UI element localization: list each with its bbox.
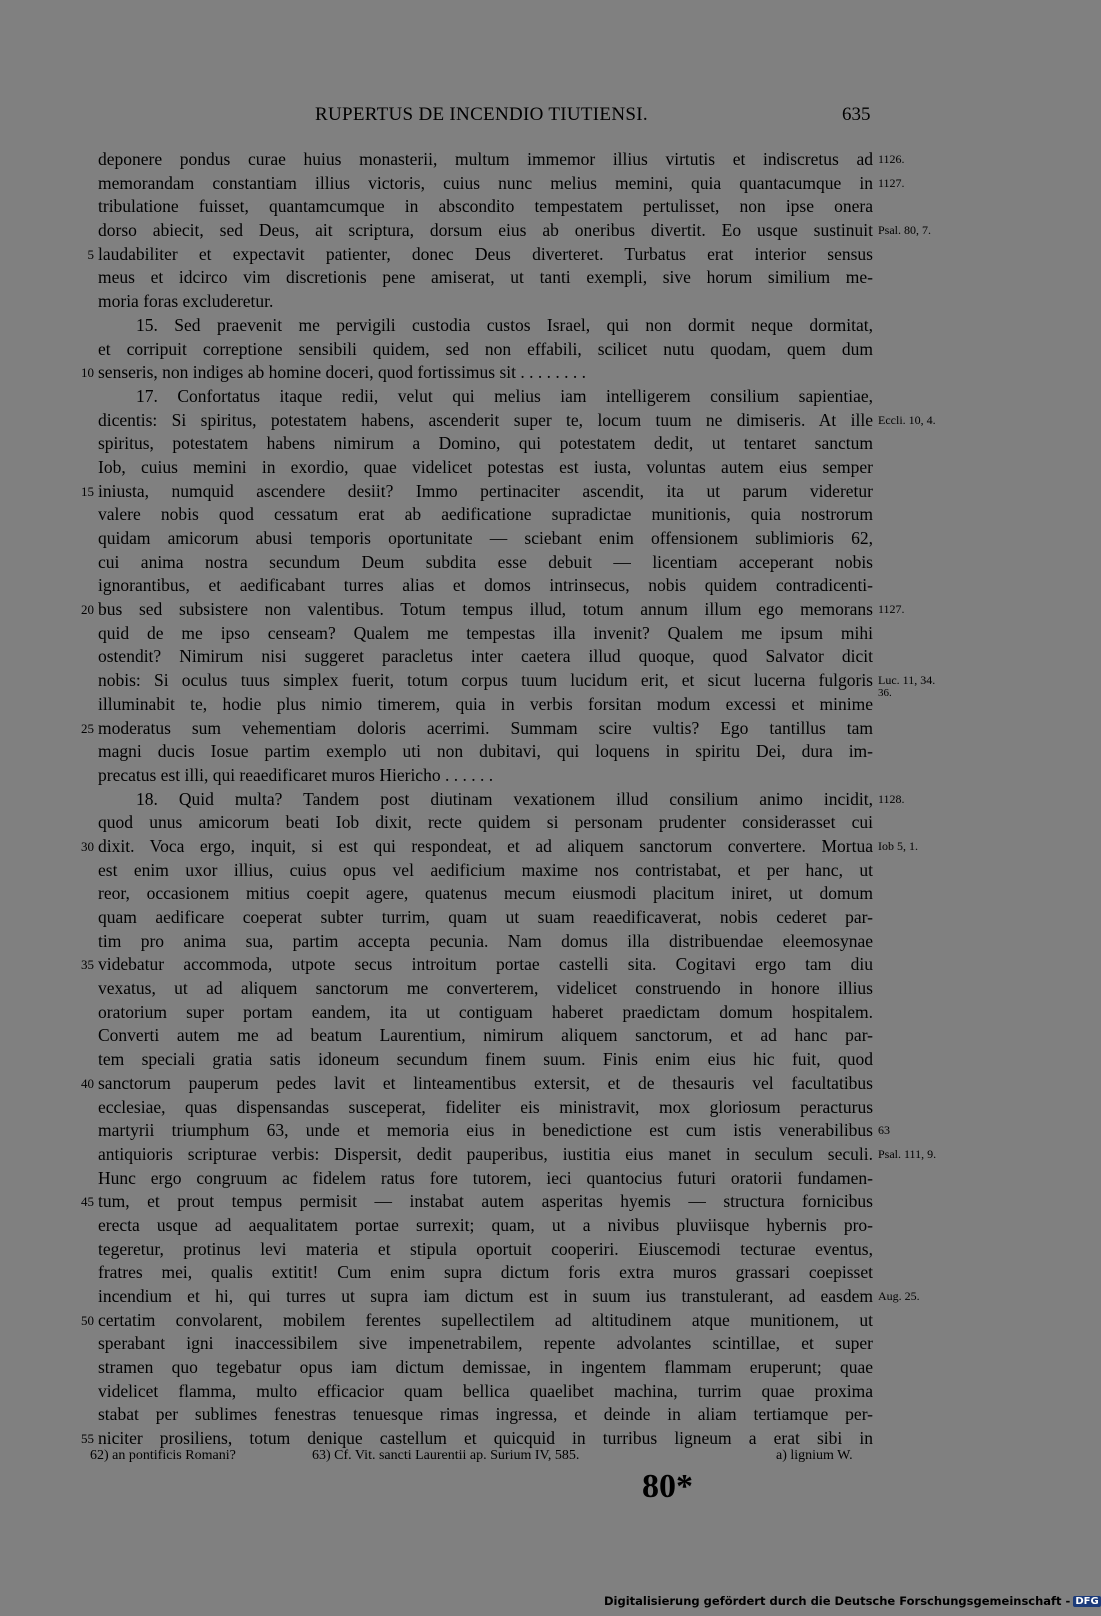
- text-line: [0, 1001, 1000, 1025]
- text-line: [0, 1143, 1000, 1167]
- footnote-62: 62) an pontificis Romani?: [90, 1448, 236, 1463]
- line-text: cui anima nostra secundum Deum subdita esse debuit — licentiam acceperant nobis: [98, 551, 873, 572]
- line-text: quam aedificare coeperat subter turrim, quam ut suam reaedificaverat, nobis cederet par-: [98, 907, 873, 927]
- line-text: quod unus amicorum beati Iob dixit, recte quidem si personam prudenter considerasset cui: [98, 812, 873, 833]
- line-text: ecclesiae, quas dispensandas susceperat, fideliter eis ministravit, mox gloriosum peracturus: [98, 1096, 873, 1117]
- line-text: stabat per sublimes fenestras tenuesque rimas ingressa, et deinde in aliam tertiamque per-: [98, 1404, 873, 1425]
- line-text: ostendit? Nimirum nisi suggeret paracletus inter caetera illud quoque, quod Salvator dicit: [98, 646, 873, 667]
- line-text: stramen quo tegebatur opus iam dictum demissae, in ingentem flammam eruperunt; quae: [98, 1357, 873, 1378]
- text-line: [0, 195, 1000, 219]
- margin-note: Iob 5, 1.: [878, 838, 918, 853]
- line-text: tum, et prout tempus permisit — instabat autem asperitas hyemis — structura fornicibus: [98, 1191, 873, 1212]
- line-text: memorandam constantiam illius victoris, cuius nunc melius memini, quia quantacumque in: [98, 172, 873, 193]
- text-line: [0, 338, 1000, 362]
- text-line: [0, 977, 1000, 1001]
- text-line: [0, 503, 1000, 527]
- text-line: [0, 953, 1000, 977]
- text-line: [0, 480, 1000, 504]
- body-text: [0, 148, 1000, 1451]
- text-line: [0, 1356, 1000, 1380]
- line-text: reor, occasionem mitius coepit agere, quatenus mecum eiusmodi placitum iniret, ut domum: [98, 883, 873, 904]
- margin-note: Aug. 25.: [878, 1289, 920, 1303]
- text-line: [0, 527, 1000, 551]
- text-line: [0, 1403, 1000, 1427]
- line-text: ignorantibus, et aedificabant turres alias et domos intrinsecus, nobis quidem contradicenti-: [98, 575, 873, 596]
- text-line: [0, 1332, 1000, 1356]
- dfg-logo: DFG: [1075, 1596, 1099, 1607]
- line-number: 40: [81, 1075, 94, 1091]
- margin-note: 1127.: [878, 602, 905, 617]
- text-line: [0, 1261, 1000, 1285]
- line-text: 18. Quid multa? Tandem post diutinam vexationem illud consilium animo incidit,: [136, 788, 873, 809]
- line-text: laudabiliter et expectavit patienter, donec Deus diverteret. Turbatus erat interior sensus: [98, 243, 873, 264]
- text-line: [0, 266, 1000, 290]
- line-text: senseris, non indiges ab homine doceri, quod fortissimus sit . . . . . . . .: [98, 362, 587, 383]
- line-text: precatus est illi, qui reaedificaret muros Hiericho . . . . . .: [98, 764, 494, 785]
- text-line: [0, 219, 1000, 243]
- line-number: 15: [81, 483, 94, 499]
- text-line: [0, 906, 1000, 930]
- line-text: dorso abiecit, sed Deus, ait scriptura, dorsum eius ab oneribus divertit. Eo usque sustinuit: [98, 220, 873, 241]
- margin-note: 1128.: [878, 791, 905, 806]
- text-line: [0, 1214, 1000, 1238]
- page-number: 635: [842, 104, 871, 125]
- line-text: tribulatione fuisset, quantamcumque in abscondito tempestatem pertulisset, non ipse onera: [98, 196, 873, 217]
- text-line: [0, 574, 1000, 598]
- text-line: [0, 930, 1000, 954]
- margin-note: 1126.: [878, 152, 905, 166]
- footnote-63: 63) Cf. Vit. sancti Laurentii ap. Surium IV, 585.: [312, 1448, 580, 1463]
- line-text: tem speciali gratia satis idoneum secundum finem suum. Finis enim eius hic fuit, quod: [98, 1049, 873, 1070]
- line-text: deponere pondus curae huius monasterii, multum immemor illius virtutis et indiscretus ad: [98, 149, 873, 169]
- line-text: quidam amicorum abusi temporis oportunitate — sciebant enim offensionem sublimioris 62,: [98, 528, 873, 548]
- text-line: [0, 645, 1000, 669]
- line-text: illuminabit te, hodie plus nimio timerem, quia in verbis forsitan modum excessi et minime: [98, 693, 873, 714]
- line-text: Iob, cuius memini in exordio, quae videlicet potestas est iusta, voluntas autem eius semper: [98, 456, 873, 477]
- text-line: [0, 1119, 1000, 1143]
- text-line: [0, 385, 1000, 409]
- line-text: quid de me ipso censeam? Qualem me tempestas illa invenit? Qualem me ipsum mihi: [98, 622, 873, 643]
- line-number: 10: [81, 365, 94, 381]
- line-text: certatim convolarent, mobilem ferentes supellectilem ad altitudinem atque munitionem, ut: [98, 1309, 873, 1330]
- margin-note: Eccli. 10, 4.: [878, 412, 936, 427]
- credit-text: Digitalisierung gefördert durch die Deutsche Forschungsgemeinschaft -: [604, 1594, 1071, 1608]
- line-text: martyrii triumphum 63, unde et memoria eius in benedictione est cum istis venerabilibus: [98, 1120, 873, 1141]
- text-line: [0, 669, 1000, 700]
- line-text: 17. Confortatus itaque redii, velut qui melius iam intelligerem consilium sapientiae,: [136, 385, 873, 406]
- line-text: nobis: Si oculus tuus simplex fuerit, totum corpus tuum lucidum erit, et sicut lucerna fulgoris: [98, 670, 873, 691]
- line-text: Converti autem me ad beatum Laurentium, nimirum aliquem sanctorum, et ad hanc par-: [98, 1025, 873, 1046]
- text-line: [0, 1380, 1000, 1404]
- line-text: 15. Sed praevenit me pervigili custodia custos Israel, qui non dormit neque dormitat,: [136, 314, 873, 335]
- line-text: videbatur accommoda, utpote secus introitum portae castelli sita. Cogitavi ergo tam diu: [98, 954, 873, 975]
- line-text: tegeretur, protinus levi materia et stipula oportuit cooperiri. Eiuscemodi tecturae eventus,: [98, 1238, 873, 1259]
- margin-note: 63: [878, 1123, 890, 1138]
- line-number: 55: [81, 1431, 94, 1447]
- text-line: [0, 1167, 1000, 1191]
- text-line: [0, 432, 1000, 456]
- text-line: [0, 811, 1000, 835]
- line-text: sanctorum pauperum pedes lavit et linteamentibus extersit, et de thesauris vel facultatibus: [98, 1072, 873, 1093]
- margin-note-continuation: 36.: [878, 687, 892, 700]
- margin-note: Psal. 80, 7.: [878, 223, 932, 238]
- margin-note: 1127.: [878, 175, 905, 190]
- text-line: [0, 1048, 1000, 1072]
- text-line: [0, 314, 1000, 338]
- text-line: [0, 764, 1000, 788]
- line-text: meus et idcirco vim discretionis pene amiserat, ut tanti exempli, sive horum similium me-: [98, 267, 873, 288]
- line-text: antiquioris scripturae verbis: Dispersit, dedit pauperibus, iustitia eius manet in seculum seculi.: [98, 1143, 873, 1164]
- text-line: [0, 1285, 1000, 1309]
- text-line: [0, 172, 1000, 196]
- text-line: [0, 1072, 1000, 1096]
- line-text: magni ducis Iosue partim exemplo uti non dubitavi, qui loquens in spiritu Dei, dura im-: [98, 741, 873, 762]
- text-line: [0, 290, 1000, 314]
- text-line: [0, 1096, 1000, 1120]
- text-line: [0, 788, 1000, 812]
- line-number: 20: [81, 602, 94, 618]
- line-number: 5: [87, 246, 94, 262]
- text-line: [0, 859, 1000, 883]
- text-line: [0, 1309, 1000, 1333]
- line-number: 50: [81, 1312, 94, 1328]
- line-number: 45: [81, 1194, 94, 1210]
- line-text: tim pro anima sua, partim accepta pecunia. Nam domus illa distribuendae eleemosynae: [98, 930, 873, 951]
- line-text: vexatus, ut ad aliquem sanctorum me converterem, videlicet construendo in honore illius: [98, 978, 873, 999]
- text-line: [0, 456, 1000, 480]
- signature-mark: 80*: [642, 1468, 693, 1505]
- line-text: et corripuit correptione sensibili quidem, sed non effabili, scilicet nutu quodam, quem dum: [98, 338, 873, 359]
- footnote-a: a) lignium W.: [776, 1448, 853, 1463]
- line-text: videlicet flamma, multo efficacior quam bellica quaelibet machina, turrim quae proxima: [98, 1380, 873, 1401]
- line-number: 30: [81, 838, 94, 854]
- text-line: [0, 409, 1000, 433]
- line-text: dicentis: Si spiritus, potestatem habens, ascenderit super te, locum tuum ne dimiseris. At ille: [98, 409, 873, 430]
- text-line: [0, 835, 1000, 859]
- text-line: [0, 361, 1000, 385]
- text-line: [0, 148, 1000, 172]
- digitization-credit: [604, 1594, 1101, 1608]
- line-text: moria foras excluderetur.: [98, 291, 274, 312]
- text-line: [0, 551, 1000, 575]
- text-line: [0, 622, 1000, 646]
- line-text: Hunc ergo congruum ac fidelem ratus fore tutorem, ieci quantocius futuri oratorii fundamen-: [98, 1167, 873, 1188]
- line-text: dixit. Voca ergo, inquit, si est qui respondeat, et ad aliquem sanctorum convertere. Mortua: [98, 835, 873, 856]
- margin-note: Luc. 11, 34.: [878, 673, 936, 688]
- line-text: oratorium super portam eandem, ita ut contiguam haberet praedictam domum hospitalem.: [98, 1001, 873, 1022]
- text-line: [0, 1024, 1000, 1048]
- line-text: bus sed subsistere non valentibus. Totum tempus illud, totum annum illum ego memorans: [98, 599, 873, 620]
- running-head: [0, 104, 1000, 128]
- line-text: niciter prosiliens, totum denique castellum et quicquid in turribus ligneum a erat sibi in: [98, 1428, 873, 1449]
- line-text: iniusta, numquid ascendere desiit? Immo pertinaciter ascendit, ita ut parum videretur: [98, 480, 873, 501]
- line-text: erecta usque ad aequalitatem portae surrexit; quam, ut a nivibus pluviisque hybernis pro-: [98, 1214, 873, 1235]
- line-text: moderatus sum vehementiam doloris acerrimi. Summam scire vultis? Ego tantillus tam: [98, 717, 873, 738]
- running-title: RUPERTUS DE INCENDIO TIUTIENSI.: [315, 104, 648, 125]
- line-text: sperabant igni inaccessibilem sive impenetrabilem, repente advolantes scintillae, et super: [98, 1333, 873, 1354]
- text-line: [0, 243, 1000, 267]
- text-line: [0, 740, 1000, 764]
- line-number: 25: [81, 720, 94, 736]
- line-text: incendium et hi, qui turres ut supra iam dictum est in suum ius transtulerant, ad easdem: [98, 1286, 873, 1306]
- text-line: [0, 1190, 1000, 1214]
- line-text: spiritus, potestatem habens nimirum a Domino, qui potestatem dedit, ut tentaret sanctum: [98, 433, 873, 454]
- text-line: [0, 1238, 1000, 1262]
- text-line: [0, 717, 1000, 741]
- line-text: fratres mei, qualis extitit! Cum enim supra dictum foris extra muros grassari coepisset: [98, 1262, 873, 1283]
- line-text: valere nobis quod cessatum erat ab aedificatione supradictae munitionis, quia nostrorum: [98, 504, 873, 525]
- line-number: 35: [81, 957, 94, 973]
- text-line: [0, 693, 1000, 717]
- margin-note: Psal. 111, 9.: [878, 1146, 937, 1161]
- text-line: [0, 598, 1000, 622]
- line-text: est enim uxor illius, cuius opus vel aedificium maxime nos contristabat, et per hanc, ut: [98, 859, 873, 880]
- text-line: [0, 882, 1000, 906]
